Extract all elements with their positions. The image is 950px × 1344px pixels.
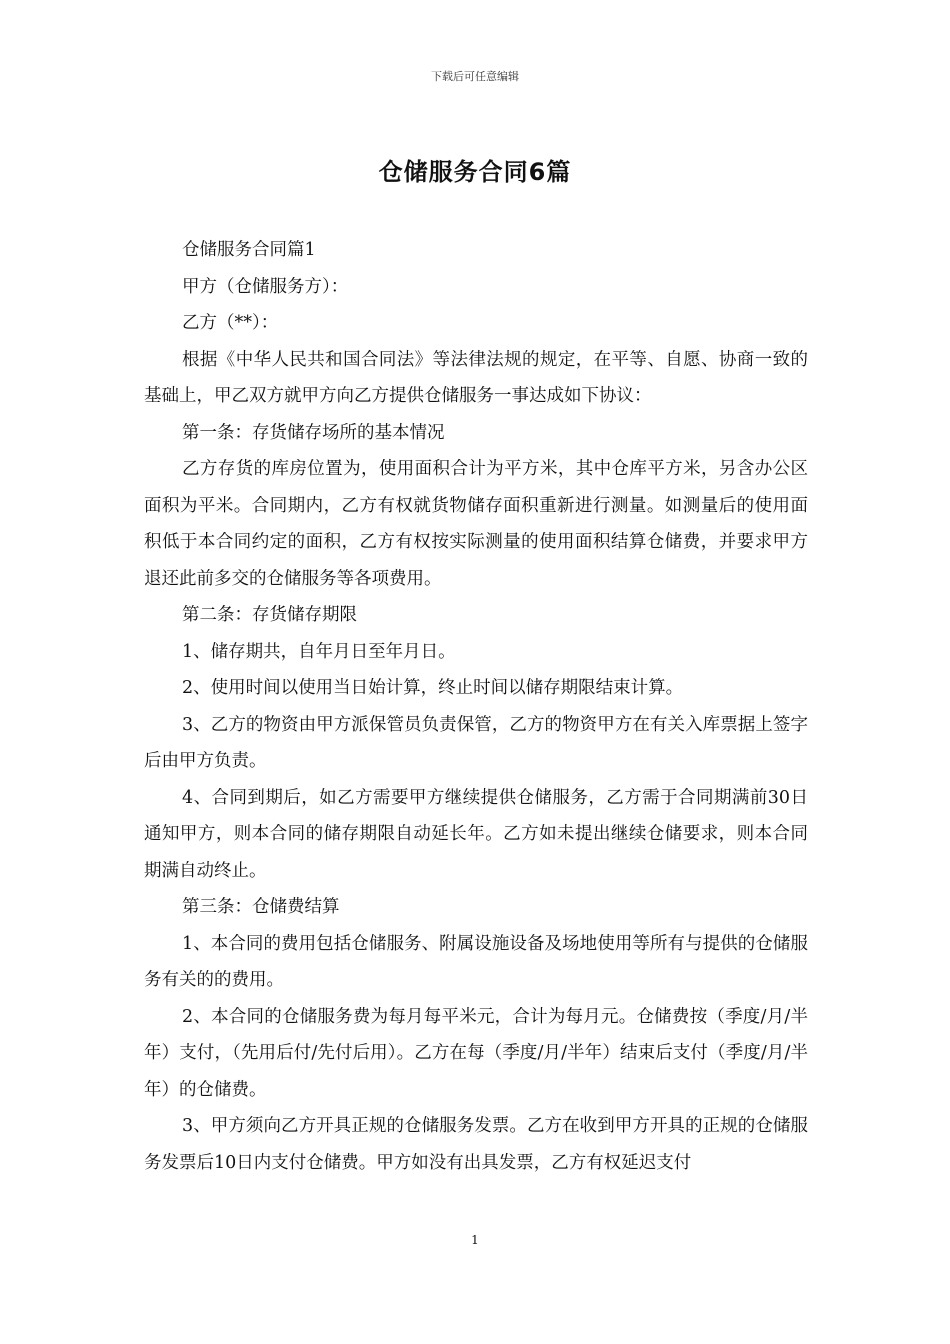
- paragraph: 1、储存期共，自年月日至年月日。: [182, 641, 456, 662]
- header-note: 下载后可任意编辑: [431, 70, 519, 83]
- paragraph: 2、使用时间以使用当日始计算，终止时间以储存期限结束计算。: [182, 678, 684, 698]
- paragraph: 3、甲方须向乙方开具正规的仓储服务发票。乙方在收到甲方开具的正规的仓储服务发票后10日内支付仓储费。甲方如没有出具发票，乙方有权延迟支付: [144, 1116, 808, 1173]
- paragraph: 第三条：仓储费结算: [182, 897, 340, 917]
- paragraph: 仓储服务合同篇1: [182, 240, 316, 260]
- paragraph: 2、本合同的仓储服务费为每月每平米元，合计为每月元。仓储费按（季度/月/半年）支付，（先用后付/先付后用）。乙方在每（季度/月/半年）结束后支付（季度/月/半年）的仓储费。: [144, 1006, 808, 1100]
- paragraph: 1、本合同的费用包括仓储服务、附属设施设备及场地使用等所有与提供的仓储服务有关的的费用。: [144, 933, 808, 990]
- paragraph: 第一条：存货储存场所的基本情况: [182, 422, 445, 443]
- paragraph: 甲方（仓储服务方）：: [182, 276, 349, 297]
- paragraph: 乙方存货的库房位置为，使用面积合计为平方米，其中仓库平方米，另含办公区面积为平米。合同期内，乙方有权就货物储存面积重新进行测量。如测量后的使用面积低于本合同约定的面积，乙方有权按实际测量的使用面积结算仓储费，并要求甲方退还此前多交的仓储服务等各项费用。: [144, 459, 808, 589]
- page-number: 1: [471, 1233, 479, 1247]
- paragraph: 第二条：存货储存期限: [182, 605, 357, 625]
- document-body: [144, 232, 808, 1181]
- paragraph: 根据《中华人民共和国合同法》等法律法规的规定，在平等、自愿、协商一致的基础上，甲乙双方就甲方向乙方提供仓储服务一事达成如下协议：: [144, 349, 808, 406]
- paragraph: 3、乙方的物资由甲方派保管员负责保管，乙方的物资甲方在有关入库票据上签字后由甲方负责。: [144, 714, 808, 771]
- paragraph: 乙方（**）：: [182, 313, 279, 333]
- paragraph: 4、合同到期后，如乙方需要甲方继续提供仓储服务，乙方需于合同期满前30日通知甲方，则本合同的储存期限自动延长年。乙方如未提出继续仓储要求，则本合同期满自动终止。: [144, 787, 808, 881]
- document-title: 仓储服务合同6篇: [378, 158, 572, 186]
